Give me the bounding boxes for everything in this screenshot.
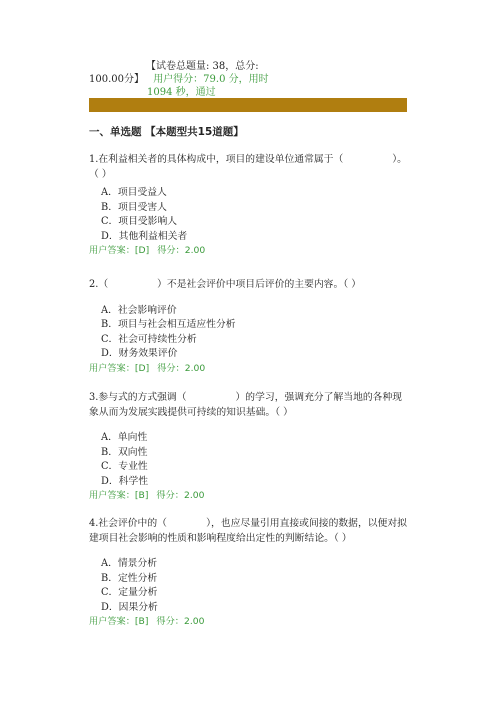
option-d: D．因果分析: [101, 601, 158, 613]
answer-line: [89, 362, 409, 377]
option-list: [101, 186, 409, 244]
user-answer: 用户答案：[D]: [89, 362, 150, 374]
answer-line: [89, 244, 409, 259]
question-4: [89, 517, 409, 630]
exam-summary-line2: [89, 73, 269, 86]
option-a: A．社会影响评价: [101, 304, 177, 316]
answer-line: [89, 489, 409, 504]
exam-summary-line1: 【试卷总题量: 38，总分:: [146, 61, 259, 72]
question-score: 得分：2.00: [157, 245, 206, 256]
option-a: A．情景分析: [101, 558, 158, 569]
header-divider-bar: [89, 98, 407, 112]
option-d: D．财务效果评价: [101, 348, 178, 359]
option-d: D．科学性: [101, 475, 149, 487]
user-answer: 用户答案：[D]: [89, 245, 150, 256]
option-list: [101, 431, 409, 489]
option-d: D．其他利益相关者: [101, 230, 188, 242]
question-2: [89, 278, 409, 376]
question-stem: 4.社会评价中的（ ），也应尽量引用直接或间接的数据，以便对拟建项目社会影响的性质和影响程度给出定性的判断结论。（ ）: [89, 518, 407, 544]
user-answer: 用户答案：[B]: [89, 616, 149, 627]
question-score: 得分：2.00: [156, 616, 205, 627]
user-answer: 用户答案：[B]: [89, 490, 149, 501]
total-score-label: 100.00分】: [89, 74, 144, 85]
question-1: [89, 153, 409, 259]
option-a: A．单向性: [101, 432, 148, 443]
option-list: [101, 304, 409, 362]
question-score: 得分：2.00: [157, 362, 206, 374]
option-c: C．专业性: [101, 461, 148, 472]
user-score-label: 用户得分：79.0 分，用时: [153, 74, 269, 85]
question-score: 得分：2.00: [156, 490, 205, 501]
option-c: C．社会可持续性分析: [101, 333, 197, 345]
answer-line: [89, 615, 409, 630]
question-3: [89, 391, 409, 504]
option-c: C．定量分析: [101, 587, 158, 598]
exam-time-status: 1094 秒，通过: [147, 87, 216, 98]
question-stem: 2.（ ）不是社会评价中项目后评价的主要内容。（ ）: [89, 279, 362, 290]
option-b: B．双向性: [101, 446, 148, 458]
option-a: A．项目受益人: [101, 187, 167, 198]
option-b: B．项目受害人: [101, 201, 167, 213]
option-c: C．项目受影响人: [101, 216, 178, 227]
section-title: 一、单选题 【本题型共15道题】: [89, 126, 244, 138]
question-stem: 1.在利益相关者的具体构成中，项目的建设单位通常属于（ ）。（ ）: [89, 154, 407, 180]
option-b: B．项目与社会相互适应性分析: [101, 319, 236, 330]
option-b: B．定性分析: [101, 572, 158, 584]
option-list: [101, 557, 409, 615]
question-stem: 3.参与式的方式强调（ ）的学习，强调充分了解当地的各种现象从而为发展实践提供可持续的知识基础。（ ）: [89, 392, 403, 418]
